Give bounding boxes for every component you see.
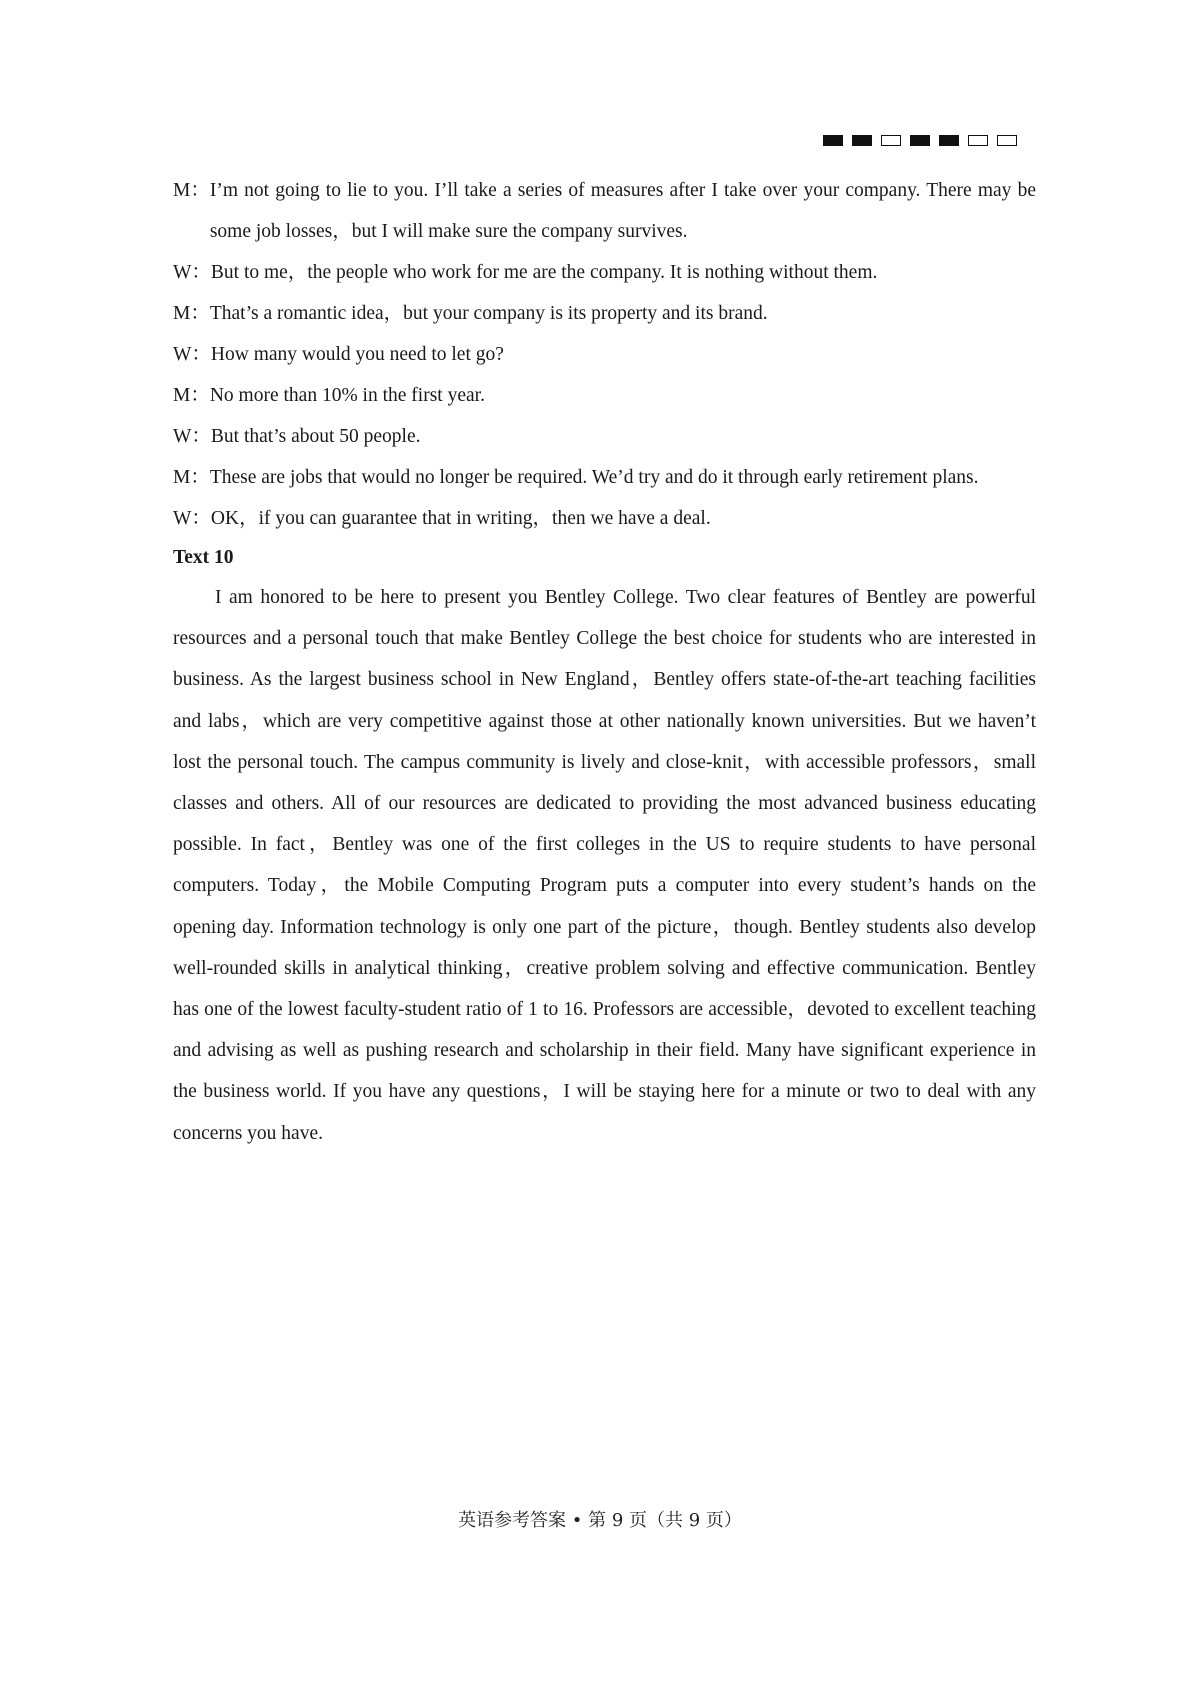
dialogue-line: [173, 457, 1036, 498]
speaker-label: M：: [173, 385, 210, 406]
page-marker-2: [852, 135, 872, 146]
dialogue-line: [173, 498, 1036, 539]
page-footer: 英语参考答案 • 第 9 页（共 9 页）: [458, 1510, 742, 1531]
speaker-label: M：: [173, 303, 210, 324]
dialogue-line: [173, 252, 1036, 293]
page-content: [173, 170, 1036, 1154]
page-marker-1: [823, 135, 843, 146]
utterance-text: These are jobs that would no longer be required. We’d try and do it through early retirement plans.: [209, 467, 979, 488]
speaker-label: M：: [173, 180, 210, 201]
page-marker-3: [881, 135, 901, 146]
speaker-label: W：: [173, 508, 211, 529]
page-marker-4: [910, 135, 930, 146]
utterance-text: I’m not going to lie to you. I’ll take a series of measures after I take over your company. There may be some job losses，but I will make sure the company survives.: [209, 180, 1036, 242]
page-marker-6: [968, 135, 988, 146]
speaker-label: W：: [173, 344, 211, 365]
dialogue-line: [173, 416, 1036, 457]
dialogue-line: [173, 170, 1036, 252]
utterance-text: OK，if you can guarantee that in writing，then we have a deal.: [210, 508, 711, 529]
dialogue-line: [173, 375, 1036, 416]
speaker-label: W：: [173, 262, 211, 283]
page-marker-5: [939, 135, 959, 146]
body-paragraph: I am honored to be here to present you Bentley College. Two clear features of Bentley are powerful resources and a personal touch that make Bentley College the best choice for students who are interested in business. As the largest business school in New England，Bentley offers state-of-the-art teaching facilities and labs，which are very competitive against those at other nationally known universities. But we haven’t lost the personal touch. The campus community is lively and close-knit，with accessible professors，small classes and others. All of our resources are dedicated to providing the most advanced business educating possible. In fact，Bentley was one of the first colleges in the US to require students to have personal computers. Today，the Mobile Computing Program puts a computer into every student’s hands on the opening day. Information technology is only one part of the picture，though. Bentley students also develop well-rounded skills in analytical thinking，creative problem solving and effective communication. Bentley has one of the lowest faculty-student ratio of 1 to 16. Professors are accessible，devoted to excellent teaching and advising as well as pushing research and scholarship in their field. Many have significant experience in the business world. If you have any questions，I will be staying here for a minute or two to deal with any concerns you have.: [173, 587, 1036, 1144]
utterance-text: How many would you need to let go?: [210, 344, 504, 365]
utterance-text: That’s a romantic idea，but your company is its property and its brand.: [209, 303, 768, 324]
speaker-label: W：: [173, 426, 211, 447]
page-marker-7: [997, 135, 1017, 146]
utterance-text: But that’s about 50 people.: [210, 426, 421, 447]
page-markers: [823, 135, 1017, 146]
dialogue-line: [173, 334, 1036, 375]
speaker-label: M：: [173, 467, 210, 488]
utterance-text: But to me，the people who work for me are the company. It is nothing without them.: [210, 262, 878, 283]
utterance-text: No more than 10% in the first year.: [209, 385, 485, 406]
section-title: Text 10: [173, 547, 234, 568]
dialogue-line: [173, 293, 1036, 334]
